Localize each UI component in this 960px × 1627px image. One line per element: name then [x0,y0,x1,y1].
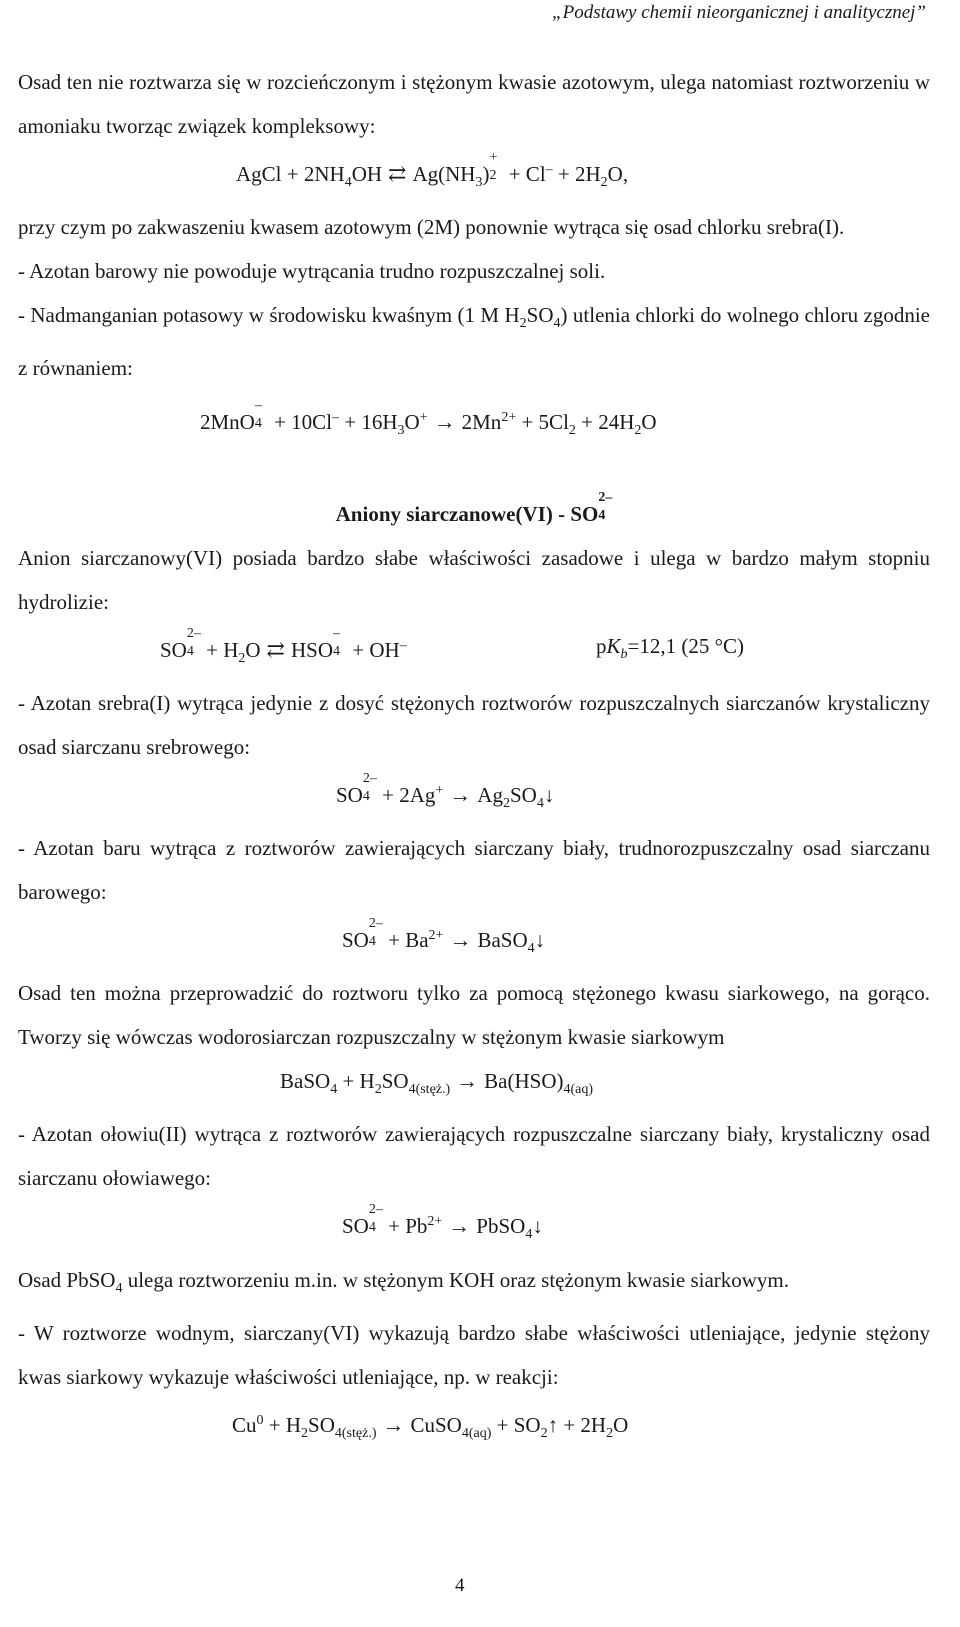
eq-sup: 0 [256,1412,264,1428]
eq-part: + 2H [552,162,601,186]
eq-part: Ag [477,782,503,807]
equation-agcl-ammonia [18,148,930,205]
pkb-b: b [620,646,628,662]
eq-sub: 4(aq) [563,1082,594,1098]
eq-sup: 2– [362,770,377,786]
paragraph-sulfate-hydrolysis: Anion siarczanowy(VI) posiada bardzo słabe właściwości zasadowe i ulega w bardzo małym stopniu hydrolizie: [18,545,930,614]
eq-sup: 2– [598,489,613,505]
eq-part: SO [509,782,537,807]
equation-silver-sulfate [18,769,930,826]
eq-sub: 2 [568,423,576,439]
paragraph-permanganate [18,293,930,390]
eq-supsub [489,150,503,183]
equation-sulfate-hydrolysis [18,624,930,681]
eq-sub: 4 [330,1082,338,1098]
eq-sub: 4 [536,795,544,811]
eq-sub: 3 [475,175,483,191]
equation-copper-sulfuric [18,1399,930,1456]
eq-part: ) [482,162,490,186]
eq-sub: 4 [186,643,194,659]
eq-part: SO [308,1412,335,1437]
eq-part: AgCl + 2NH [236,162,345,186]
eq-part: 2Mn [461,410,502,435]
text-part: - Nadmanganian potasowy w środowisku kwaśnym (1 M H [18,303,520,328]
eq-supsub [368,915,383,949]
eq-part: Cu [232,1412,257,1437]
text-part: ) utlenia chlorki do wolnego chloru zgodnie z równaniem: [18,303,930,381]
eq-part: + Ba [382,927,429,952]
eq-supsub [333,625,347,659]
eq-part: + Pb [382,1214,428,1239]
eq-sub: 2 [540,1425,548,1441]
eq-part: OH [351,162,383,186]
eq-part: BaSO [477,927,528,952]
eq-sub: 2 [238,650,246,666]
paragraph-dissolution-sulfuric: Osad ten można przeprowadzić do roztworu tylko za pomocą stężonego kwasu siarkowego, na gorąco. Tworzy się wówczas wodorosiarczan rozpuszczalny w stężonym kwasie siarkowym [18,981,930,1050]
eq-sub: 4 [527,941,535,957]
equation-barium-hydrogensulfate [18,1059,930,1112]
reaction-arrow-icon: → [449,781,472,807]
eq-sub: 4 [368,933,376,949]
eq-part: CuSO [410,1412,462,1437]
eq-sup: 2+ [427,1214,443,1230]
eq-sub: 2 [374,1082,382,1098]
eq-sub: 4 [525,1227,533,1243]
pkb-number: =12,1 (25 °C) [627,633,744,658]
equilibrium-arrow-icon: ⇄ [388,161,407,186]
eq-part: + H [337,1069,375,1094]
precipitate-arrow-icon: ↓ [532,1214,543,1239]
running-header: „Podstawy chemii nieorganicznej i analitycznej” [552,2,926,23]
eq-supsub [598,489,613,523]
paragraph-lead-nitrate: - Azotan ołowiu(II) wytrąca z roztworów zawierających rozpuszczalne siarczany biały, krystaliczny osad siarczanu ołowiawego: [18,1122,930,1191]
eq-sub: 2 [634,423,642,439]
eq-part: SO [381,1069,409,1094]
eq-part: + 5Cl [516,410,569,435]
eq-sup: – [399,637,407,653]
eq-part: O [613,1412,629,1437]
reaction-arrow-icon: → [433,409,456,435]
eq-sup: + [419,410,428,426]
text-part: SO [526,303,554,328]
reaction-arrow-icon: → [382,1411,405,1437]
page-number: 4 [455,1575,465,1596]
eq-part: O, [607,162,629,186]
eq-part: + SO [491,1412,541,1437]
eq-part: SO [336,782,363,807]
pkb-p: p [596,633,607,658]
eq-part: + 2Ag [376,782,436,807]
paragraph-silver-nitrate: - Azotan srebra(I) wytrąca jedynie z dosyć stężonych roztworów rozpuszczalnych siarczanów krystaliczny osad siarczanu srebrowego: [18,690,930,759]
paragraph-lead-sulfate-dissolution [18,1258,930,1311]
eq-supsub [254,398,269,432]
eq-sup: 2+ [501,410,517,426]
eq-sup: – [332,410,340,426]
eq-part: O [245,637,261,662]
eq-part: + 24H [575,410,635,435]
text-sub: 2 [519,316,527,332]
equilibrium-arrow-icon: ⇄ [266,636,285,662]
paragraph-barium-nitrate: - Azotan barowy nie powoduje wytrącania trudno rozpuszczalnej soli. [18,259,606,284]
section-heading-sulfate-anions [18,489,930,536]
eq-part: Ag(NH [412,162,476,186]
reaction-arrow-icon: → [456,1068,479,1094]
eq-part: + H [200,637,239,662]
text-sub: 4 [115,1280,123,1296]
eq-part: PbSO [476,1214,526,1239]
text-part: ulega roztworzeniu m.in. w stężonym KOH oraz stężonym kwasie siarkowym. [122,1267,790,1292]
gas-arrow-icon: ↑ [547,1412,559,1437]
pkb-k: K [606,633,621,658]
paragraph-acidification: przy czym po zakwaszeniu kwasem azotowym (2M) ponownie wytrąca się osad chlorku srebra(I). [18,215,845,240]
eq-sub: 4 [344,175,352,191]
eq-sup: – [333,625,340,641]
eq-sup: 2– [186,625,201,641]
eq-sub: 4 [333,643,340,659]
paragraph-barium-nitrate-precipitate: - Azotan baru wytrąca z roztworów zawierających siarczany biały, trudnorozpuszczalny osad siarczanu barowego: [18,835,930,904]
eq-part: 2MnO [200,410,255,435]
reaction-arrow-icon: → [448,1213,471,1239]
equation-permanganate-chloride [18,396,930,453]
eq-supsub [186,625,201,659]
eq-sub: 4(stęż.) [408,1082,451,1098]
eq-sup: + [489,150,498,165]
eq-part: + Cl [503,162,546,186]
eq-sub: 2 [502,795,510,811]
text-sub: 4 [553,316,561,332]
reaction-arrow-icon: → [449,926,472,952]
eq-part: SO [342,1214,369,1239]
eq-sup: 2+ [428,927,444,943]
eq-supsub [362,770,377,804]
eq-sub: 4(stęż.) [334,1425,377,1441]
eq-sub: 4(aq) [461,1425,492,1441]
precipitate-arrow-icon: ↓ [543,782,555,807]
eq-part: SO [160,637,187,662]
eq-sup: 2– [368,915,383,931]
eq-part: O [404,410,420,435]
eq-sup: 2– [368,1202,383,1218]
eq-part: HSO [290,637,333,662]
eq-sup: – [254,398,262,414]
eq-part: + 16H [339,410,398,435]
eq-part: Ba(HSO) [484,1069,564,1094]
eq-sub: 3 [397,423,405,439]
eq-sub: 4 [368,1220,376,1236]
eq-part: + H [263,1412,302,1437]
eq-supsub [368,1202,383,1236]
eq-part: + OH [347,637,400,662]
eq-part: BaSO [280,1069,331,1094]
eq-part: O [641,410,657,435]
eq-sub: 2 [600,175,608,191]
eq-sub: 2 [489,168,497,183]
heading-text: Aniony siarczanowe(VI) - SO [335,501,599,526]
eq-sub: 4 [254,416,262,432]
eq-part: SO [342,927,369,952]
pkb-value [596,624,744,677]
eq-sub: 2 [301,1425,309,1441]
eq-sub: 2 [606,1425,614,1441]
equation-lead-sulfate [18,1200,930,1257]
eq-part: + 10Cl [268,410,333,435]
eq-sub: 4 [598,507,606,523]
eq-sup: – [545,162,553,177]
eq-sup: + [435,782,444,798]
paragraph-silver-chloride-dissolution: Osad ten nie roztwarza się w rozcieńczonym i stężonym kwasie azotowym, ulega natomiast roztworzeniu w amoniaku tworząc związek kompleksowy: [18,70,930,138]
eq-sub: 4 [362,788,370,804]
text-part: Osad PbSO [18,1267,116,1292]
eq-part: + 2H [558,1412,607,1437]
equation-barium-sulfate [18,914,930,971]
precipitate-arrow-icon: ↓ [534,927,546,952]
paragraph-oxidizing-properties: - W roztworze wodnym, siarczany(VI) wykazują bardzo słabe właściwości utleniające, jedynie stężony kwas siarkowy wykazuje właściwości utleniające, np. w reakcji: [18,1320,930,1389]
page-content [18,60,930,1456]
